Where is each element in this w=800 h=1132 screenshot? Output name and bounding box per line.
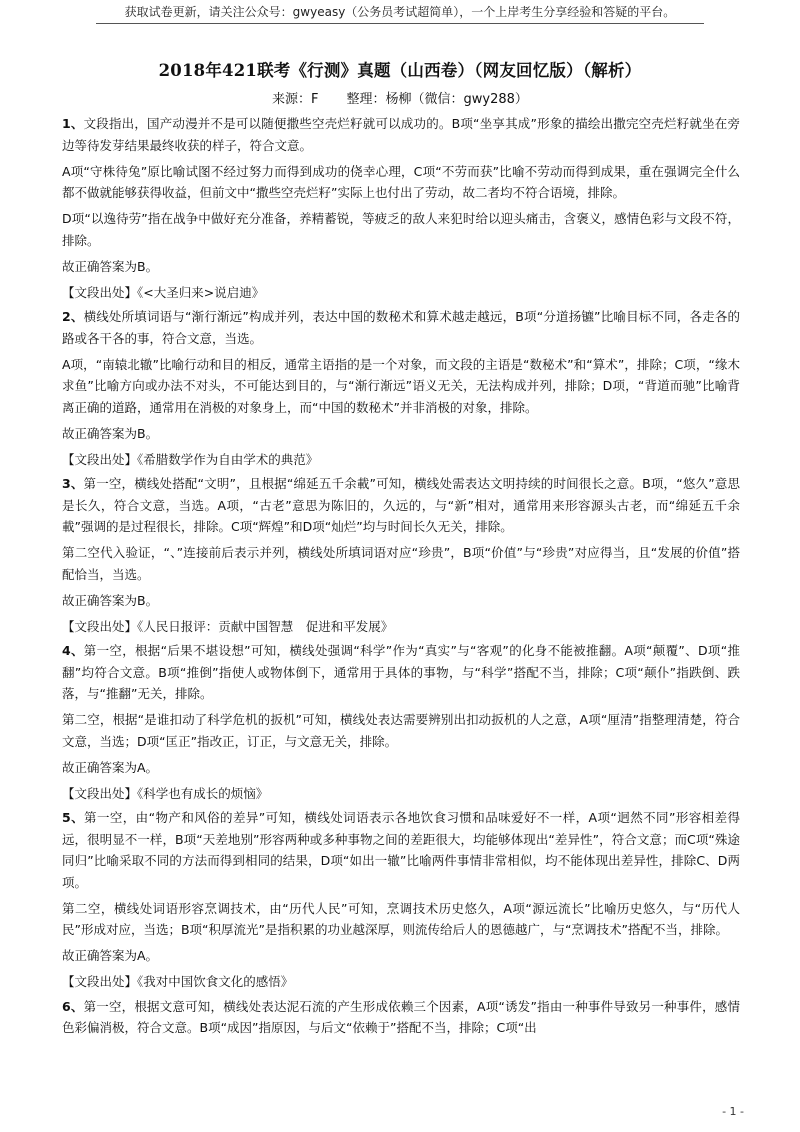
q3-answer: 故正确答案为B。 xyxy=(62,592,159,608)
q2-answer: 故正确答案为B。 xyxy=(62,425,159,441)
q2-source: 【文段出处】《希腊数学作为自由学术的典范》 xyxy=(62,451,319,467)
q6-para-1: 6、第一空，根据文意可知，横线处表达泥石流的产生形成依赖三个因素，A项“诱发”指由一种事件导致另一种事件，感情色彩偏消极，符合文意。B项“成因”指原因，与后文“依赖于”搭配不当，排除；C项“出 xyxy=(62,998,740,1035)
q4-para-1: 4、第一空，根据“后果不堪设想”可知，横线处强调“科学”作为“真实”与“客观”的化身不能被推翻。A项“颠覆”、D项“推翻”均符合文意。B项“推倒”指使人或物体倒下，通常用于具体的事物，与“科学”搭配不当，排除；C项“颠仆”指跌倒、跌落，与“推翻”无关，排除。 xyxy=(62,643,740,701)
q5-para-1: 5、第一空，由“物产和风俗的差异”可知，横线处词语表示各地饮食习惯和品味爱好不一样，A项“迥然不同”形容相差得远，很明显不一样，B项“天差地别”形容两种或多种事物之间的差距很大，均能够体现出“差异性”，符合文意；而C项“殊途同归”比喻采取不同的方法而得到相同的结果，D项“如出一辙”比喻两件事情非常相似，均不能体现出差异性，排除C、D两项。 xyxy=(62,810,740,890)
q1-number: 1、 xyxy=(62,116,84,131)
q4-para-2: 第二空，根据“是谁扣动了科学危机的扳机”可知，横线处表达需要辨别出扣动扳机的人之意，A项“厘清”指整理清楚，符合文意，当选；D项“匡正”指改正，订正，与文意无关，排除。 xyxy=(62,712,740,749)
answer-explanations xyxy=(62,113,740,1043)
q1-source: 【文段出处】《<大圣归来>说启迪》 xyxy=(62,284,265,300)
q1-para-1: 1、文段指出，国产动漫并不是可以随便撒些空壳烂籽就可以成功的。B项“坐享其成”形象的描绘出撒完空壳烂籽就坐在旁边等待发芽结果最终收获的样子，符合文意。 xyxy=(62,116,740,153)
q3-para-1: 3、第一空，横线处搭配“文明”，且根据“绵延五千余載”可知，横线处需表达文明持续的时间很长之意。B项，“悠久”意思是长久，符合文意，当选。A项，“古老”意思为陈旧的，久远的，与“新”相对，通常用来形容源头古老，而“绵延五千余載”强调的是过程很长，排除。C项“辉煌”和D项“灿烂”均与时间长久无关，排除。 xyxy=(62,476,741,534)
header-divider xyxy=(96,23,704,24)
source-line xyxy=(0,91,800,109)
q2-para-1: 2、横线处所填词语与“渐行渐远”构成并列，表达中国的数秘术和算术越走越远，B项“分道扬镳”比喻目标不同，各走各的路或各干各的事，符合文意，当选。 xyxy=(62,309,740,346)
q4-number: 4、 xyxy=(62,643,84,658)
q4-source: 【文段出处】《科学也有成长的烦恼》 xyxy=(62,785,269,801)
q4-answer: 故正确答案为A。 xyxy=(62,759,159,775)
q1-para-2: A项“守株待兔”原比喻试图不经过努力而得到成功的侥幸心理，C项“不劳而获”比喻不劳动而得到成果，重在强调完全什么都不做就能够获得收益，但前文中“撒些空壳烂籽”实际上也付出了劳动，故二者均不符合语境，排除。 xyxy=(62,163,740,200)
promo-banner: 获取试卷更新，请关注公众号：gwyeasy（公务员考试超简单），一个上岸考生分享经验和答疑的平台。 xyxy=(124,5,676,19)
q5-source: 【文段出处】《我对中国饮食文化的感悟》 xyxy=(62,974,294,989)
q2-number: 2、 xyxy=(62,309,84,324)
q3-para-2: 第二空代入验证，“、”连接前后表示并列，横线处所填词语对应“珍贵”，B项“价值”与“珍贵”对应得当，且“发展的价值”搭配恰当，当选。 xyxy=(62,545,740,582)
source-label: 来源：F xyxy=(272,92,319,107)
q3-number: 3、 xyxy=(62,476,84,491)
page-number: - 1 - xyxy=(722,1105,744,1118)
q5-answer: 故正确答案为A。 xyxy=(62,948,159,963)
q6-number: 6、 xyxy=(62,998,84,1014)
q5-para-2: 第二空，横线处词语形容烹调技术，由“历代人民”可知，烹调技术历史悠久，A项“源远流长”比喻历史悠久，与“历代人民”形成对应，当选；B项“积厚流光”是指积累的功业越深厚，则流传给后人的恩德越广，与“烹调技术”搭配不当，排除。 xyxy=(62,900,740,937)
q3-source: 【文段出处】《人民日报评：贡献中国智慧 促进和平发展》 xyxy=(62,618,394,634)
q2-para-2: A项，“南辕北辙”比喻行动和目的相反，通常主语指的是一个对象，而文段的主语是“数秘术”和“算术”，排除；C项，“缘木求鱼”比喻方向或办法不对头，不可能达到目的，与“渐行渐远”语义无关，无法构成并列，排除；D项，“背道而驰”比喻背离正确的道路，通常用在消极的对象身上，而“中国的数秘术”并非消极的对象，排除。 xyxy=(62,356,740,415)
page-title: 2018年421联考《行测》真题（山西卷）（网友回忆版）（解析） xyxy=(158,61,642,80)
editor-label: 整理：杨柳（微信：gwy288） xyxy=(346,92,528,107)
q1-para-3: D项“以逸待劳”指在战争中做好充分准备，养精蓄锐，等疲乏的敌人来犯时给以迎头痛击，含褒义，感情色彩与文段不符，排除。 xyxy=(62,211,740,248)
q1-answer: 故正确答案为B。 xyxy=(62,258,159,274)
q5-number: 5、 xyxy=(62,810,85,825)
